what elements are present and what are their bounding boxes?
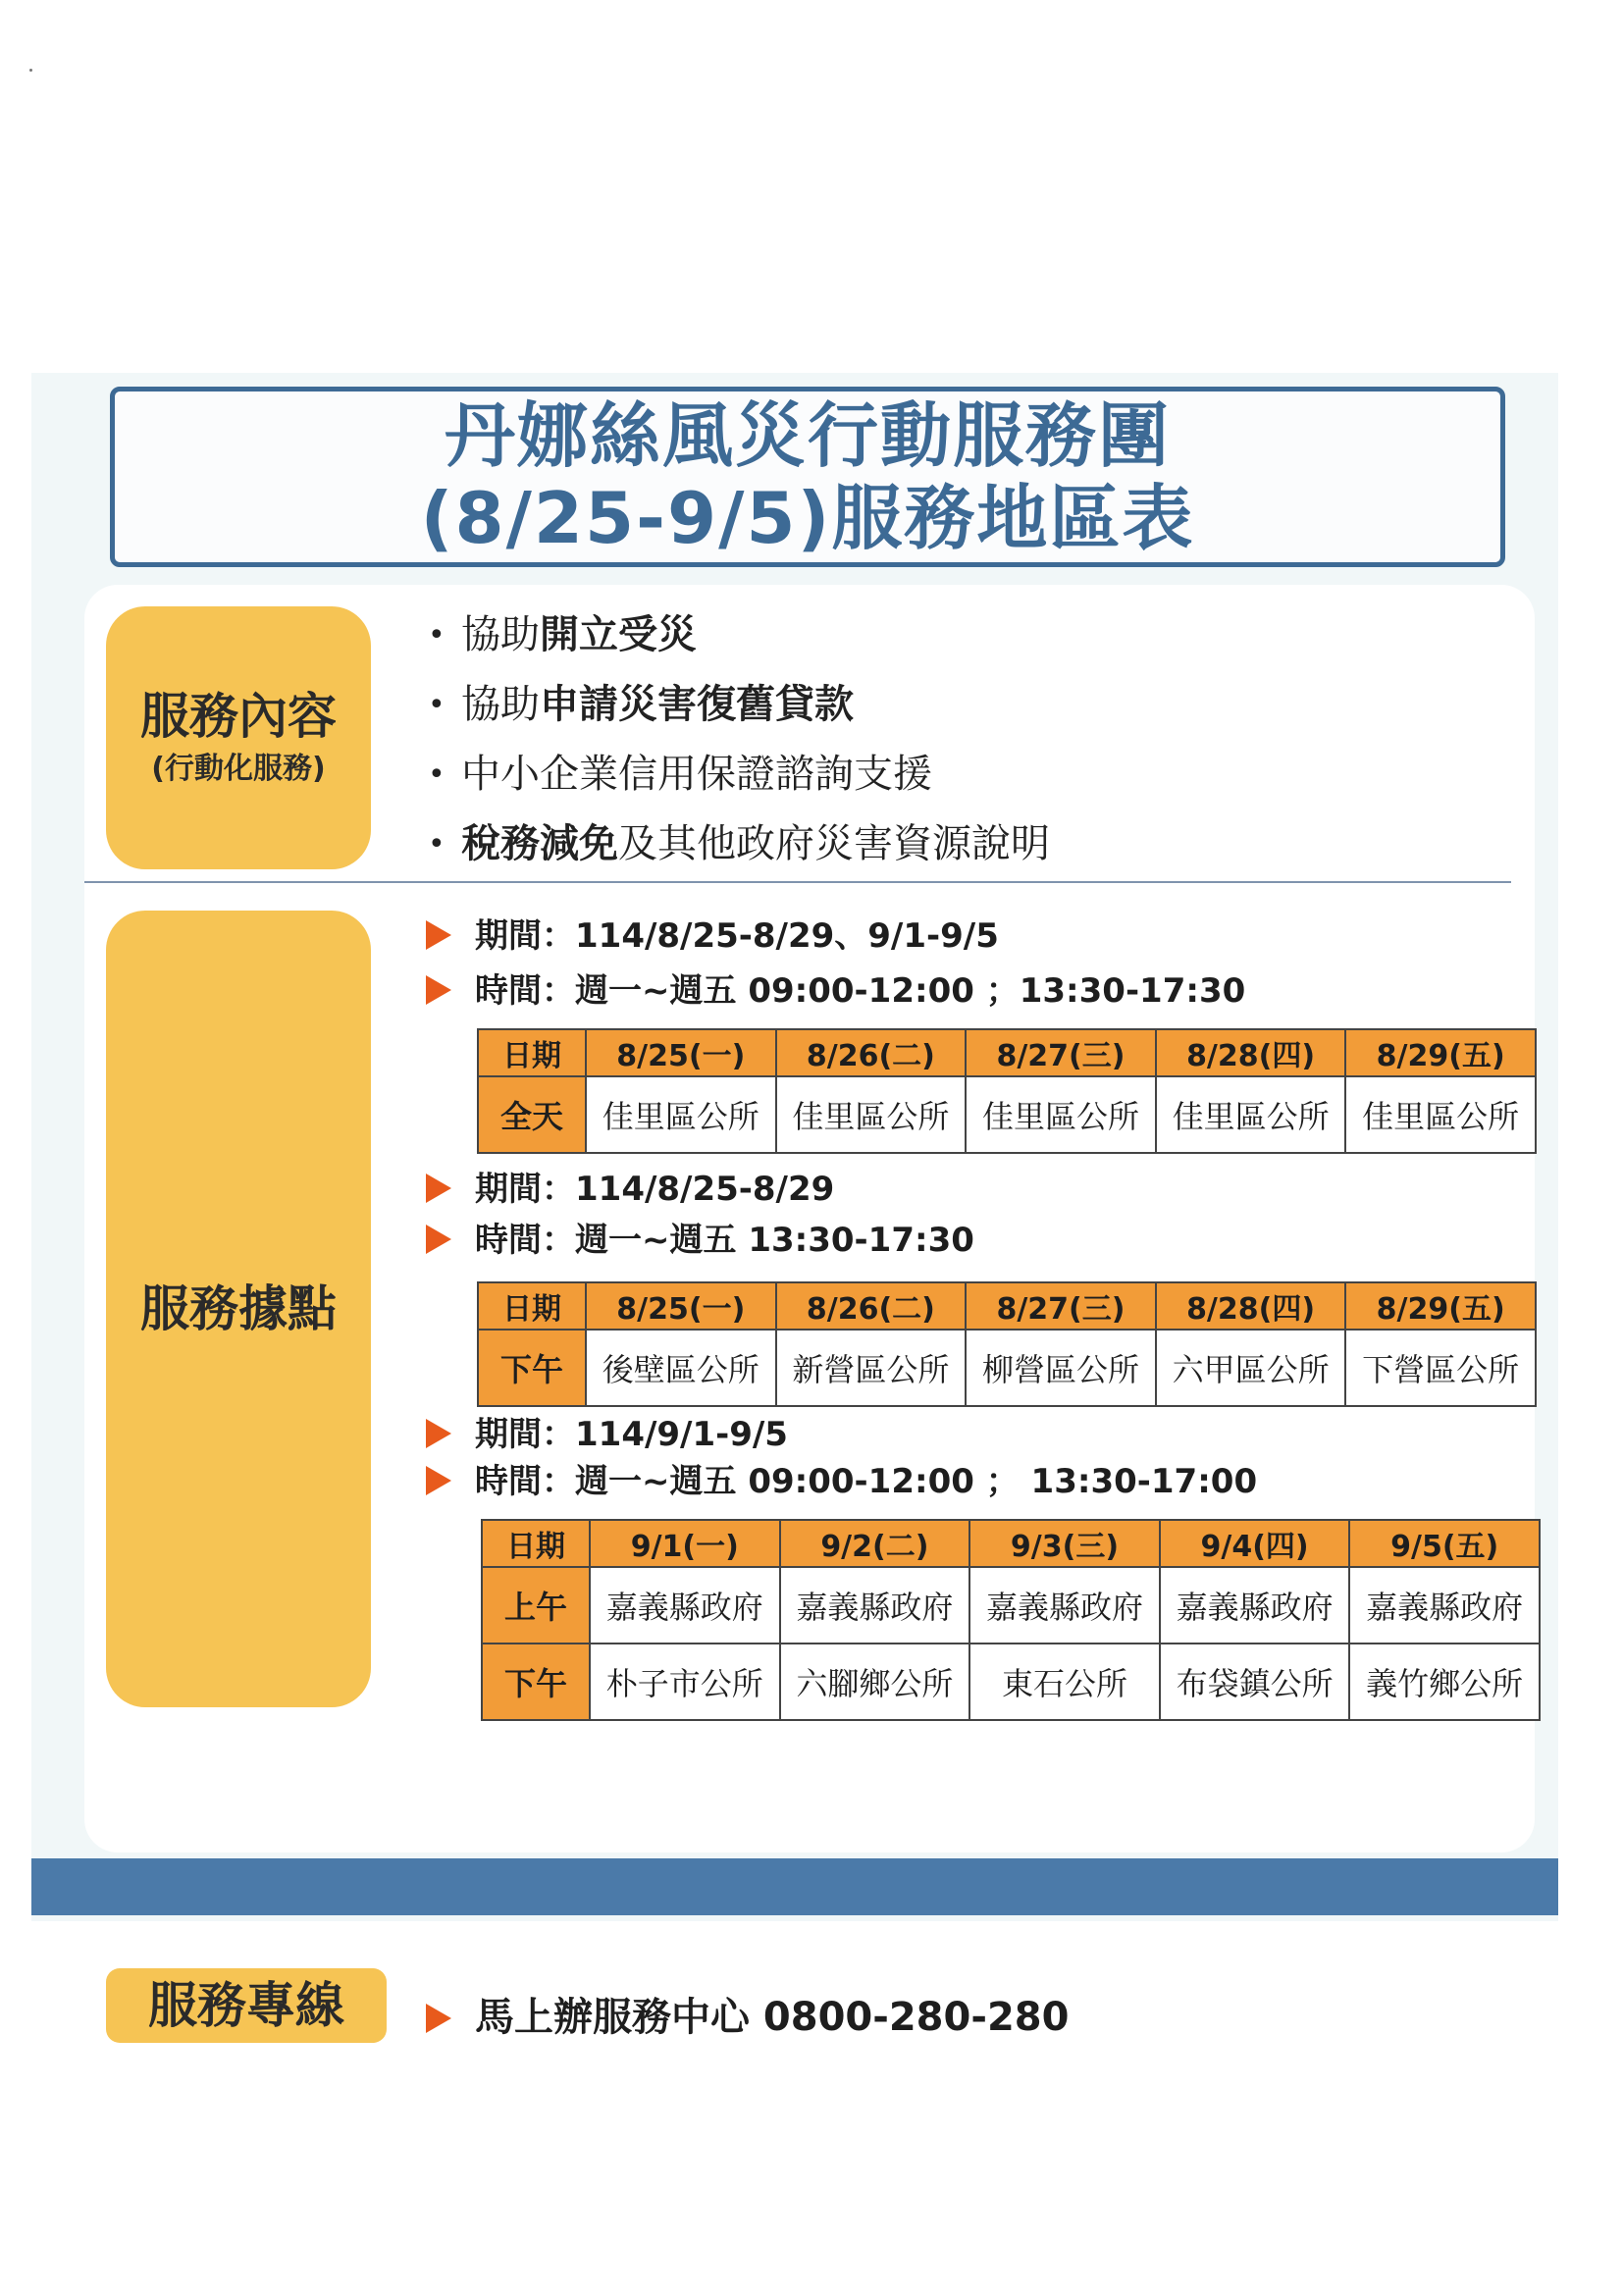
header-cell: 8/27(三) xyxy=(966,1282,1156,1330)
block2-period xyxy=(426,1166,834,1213)
hotline-label xyxy=(106,1968,387,2043)
table-cell: 佳里區公所 xyxy=(586,1076,776,1153)
table-header-row xyxy=(478,1029,1536,1076)
table-cell: 佳里區公所 xyxy=(966,1076,1156,1153)
header-cell: 8/29(五) xyxy=(1345,1282,1536,1330)
arrow-right-icon xyxy=(426,2004,451,2033)
service-content-label xyxy=(106,606,371,869)
block2-time xyxy=(426,1217,974,1264)
arrow-right-icon xyxy=(426,1419,451,1448)
header-cell: 日期 xyxy=(482,1520,590,1567)
block1-period xyxy=(426,913,999,960)
service-content-subtitle: (行動化服務) xyxy=(151,752,326,786)
header-cell: 8/27(三) xyxy=(966,1029,1156,1076)
hotline-title: 服務專線 xyxy=(148,1977,344,2034)
table-cell: 柳營區公所 xyxy=(966,1330,1156,1406)
time-text: 時間：週一~週五 13:30-17:30 xyxy=(475,1221,974,1260)
table-cell: 後壁區公所 xyxy=(586,1330,776,1406)
poster xyxy=(31,373,1558,2040)
scan-speck xyxy=(29,69,32,72)
arrow-right-icon xyxy=(426,1174,451,1203)
header-cell: 9/5(五) xyxy=(1349,1520,1540,1567)
header-cell: 9/3(三) xyxy=(969,1520,1160,1567)
arrow-right-icon xyxy=(426,1466,451,1495)
hotline-text: 馬上辦服務中心 0800-280-280 xyxy=(475,1995,1070,2040)
arrow-right-icon xyxy=(426,920,451,950)
header-cell: 日期 xyxy=(478,1282,586,1330)
service-item-bold: 開立受災 xyxy=(540,612,697,657)
header-cell: 8/26(二) xyxy=(776,1029,967,1076)
time-text: 時間：週一~週五 09:00-12:00 ； 13:30-17:00 xyxy=(475,1462,1258,1501)
block3-period xyxy=(426,1411,788,1458)
header-cell: 9/1(一) xyxy=(590,1520,780,1567)
service-item-4 xyxy=(428,809,1050,879)
table-header-row xyxy=(478,1282,1536,1330)
table-cell: 嘉義縣政府 xyxy=(1349,1567,1540,1644)
row-label: 下午 xyxy=(482,1644,590,1720)
block3-time xyxy=(426,1458,1257,1505)
service-points-label xyxy=(106,911,371,1707)
title-line-1: 丹娜絲風災行動服務團 xyxy=(444,394,1171,477)
header-cell: 8/28(四) xyxy=(1156,1029,1346,1076)
header-cell: 8/29(五) xyxy=(1345,1029,1536,1076)
table-cell: 六甲區公所 xyxy=(1156,1330,1346,1406)
title-box xyxy=(110,387,1505,567)
table-cell: 佳里區公所 xyxy=(776,1076,967,1153)
header-cell: 9/2(二) xyxy=(780,1520,970,1567)
bullet-dot-icon: • xyxy=(428,618,445,652)
header-cell: 9/4(四) xyxy=(1160,1520,1350,1567)
arrow-right-icon xyxy=(426,1225,451,1254)
header-cell: 8/28(四) xyxy=(1156,1282,1346,1330)
bullet-dot-icon: • xyxy=(428,757,445,792)
service-item-text: 中小企業信用保證諮詢支援 xyxy=(461,752,932,797)
service-content-list xyxy=(428,600,1050,879)
bottom-band xyxy=(31,1858,1558,1915)
table-row xyxy=(478,1330,1536,1406)
block1-time xyxy=(426,967,1245,1015)
table-cell: 朴子市公所 xyxy=(590,1644,780,1720)
table-row xyxy=(478,1076,1536,1153)
period-text: 期間：114/8/25-8/29、9/1-9/5 xyxy=(475,916,999,956)
table-cell: 下營區公所 xyxy=(1345,1330,1536,1406)
schedule-table-2 xyxy=(477,1281,1537,1407)
arrow-right-icon xyxy=(426,975,451,1005)
table-cell: 嘉義縣政府 xyxy=(1160,1567,1350,1644)
service-item-1 xyxy=(428,600,1050,670)
table-cell: 佳里區公所 xyxy=(1156,1076,1346,1153)
service-item-3 xyxy=(428,740,1050,809)
service-item-bold: 申請災害復舊貸款 xyxy=(540,682,854,727)
row-label: 全天 xyxy=(478,1076,586,1153)
row-label: 上午 xyxy=(482,1567,590,1644)
table-cell: 嘉義縣政府 xyxy=(590,1567,780,1644)
table-row xyxy=(482,1567,1540,1644)
hotline-info xyxy=(426,1988,1069,2047)
section-divider xyxy=(84,881,1511,883)
table-cell: 六腳鄉公所 xyxy=(780,1644,970,1720)
service-item-bold: 稅務減免 xyxy=(461,821,618,866)
table-cell: 新營區公所 xyxy=(776,1330,967,1406)
service-item-2 xyxy=(428,670,1050,740)
service-item-text: 協助 xyxy=(461,682,540,727)
table-cell: 嘉義縣政府 xyxy=(969,1567,1160,1644)
service-content-title: 服務內容 xyxy=(140,688,337,745)
header-cell: 日期 xyxy=(478,1029,586,1076)
service-item-text: 協助 xyxy=(461,612,540,657)
table-cell: 嘉義縣政府 xyxy=(780,1567,970,1644)
period-text: 期間：114/9/1-9/5 xyxy=(475,1415,788,1454)
header-cell: 8/25(一) xyxy=(586,1029,776,1076)
bullet-dot-icon: • xyxy=(428,827,445,861)
header-cell: 8/25(一) xyxy=(586,1282,776,1330)
table-header-row xyxy=(482,1520,1540,1567)
title-line-2: (8/25-9/5)服務地區表 xyxy=(420,477,1195,559)
time-text: 時間：週一~週五 09:00-12:00 ；13:30-17:30 xyxy=(475,971,1246,1011)
period-text: 期間：114/8/25-8/29 xyxy=(475,1170,835,1209)
table-cell: 佳里區公所 xyxy=(1345,1076,1536,1153)
table-cell: 東石公所 xyxy=(969,1644,1160,1720)
row-label: 下午 xyxy=(478,1330,586,1406)
header-cell: 8/26(二) xyxy=(776,1282,967,1330)
bullet-dot-icon: • xyxy=(428,688,445,722)
table-cell: 布袋鎮公所 xyxy=(1160,1644,1350,1720)
content-panel xyxy=(84,585,1535,2040)
service-item-text: 及其他政府災害資源說明 xyxy=(618,821,1050,866)
schedule-table-3 xyxy=(481,1519,1541,1721)
table-cell: 義竹鄉公所 xyxy=(1349,1644,1540,1720)
schedule-table-1 xyxy=(477,1028,1537,1154)
service-points-title: 服務據點 xyxy=(140,1280,337,1337)
table-row xyxy=(482,1644,1540,1720)
